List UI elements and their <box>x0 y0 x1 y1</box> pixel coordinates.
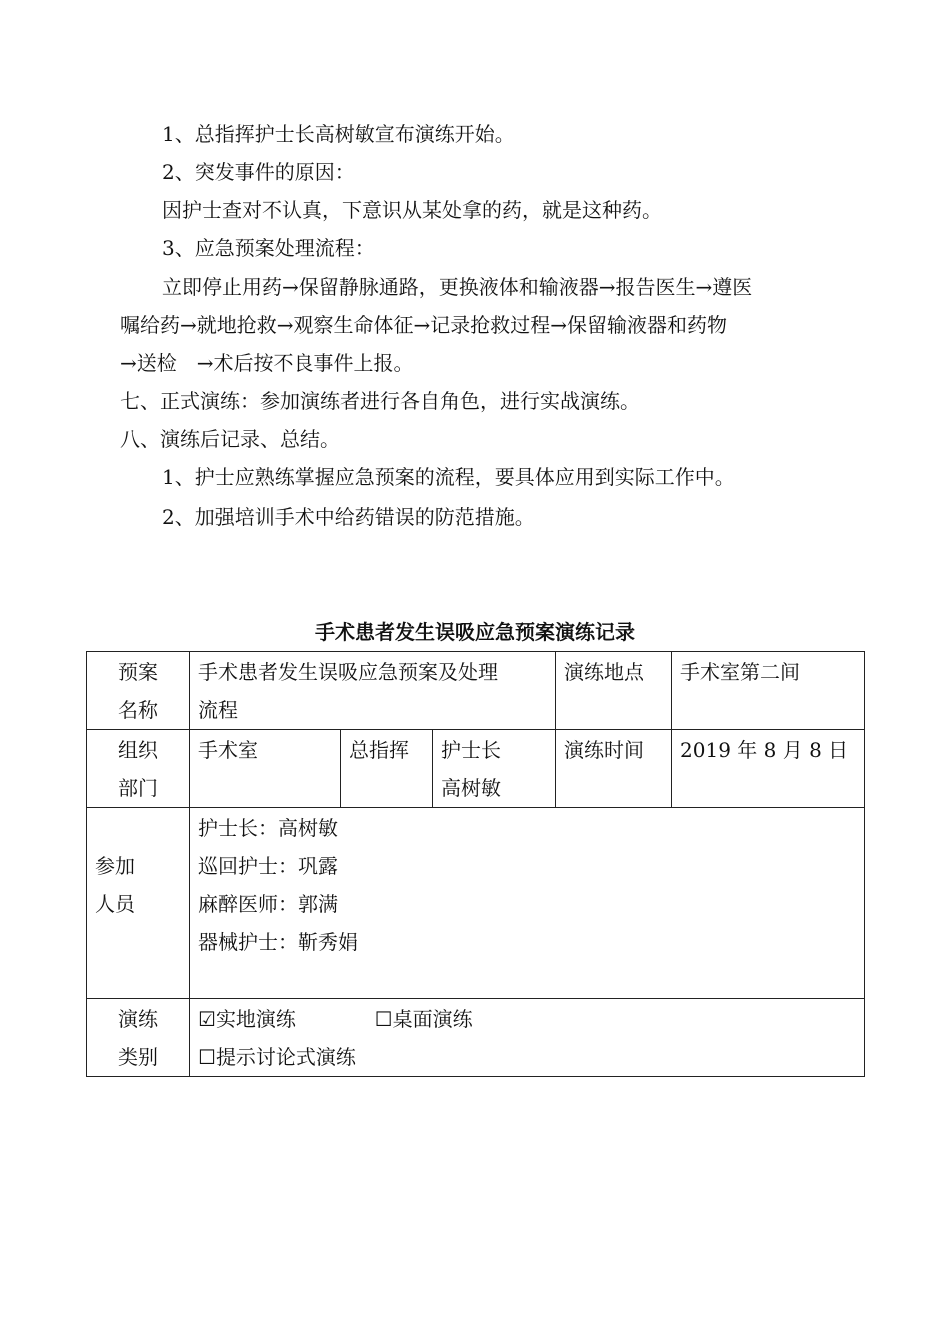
paragraph: 2、加强培训手术中给药错误的防范措施。 <box>162 505 535 529</box>
paragraph: 立即停止用药→保留静脉通路，更换液体和输液器→报告医生→遵医 <box>162 275 753 299</box>
record-title: 手术患者发生误吸应急预案演练记录 <box>315 620 635 644</box>
section-heading: 七、正式演练：参加演练者进行各自角色，进行实战演练。 <box>120 389 640 413</box>
list-item: 器械护士：靳秀娟 <box>198 930 358 954</box>
org-value: 手术室 <box>190 730 341 808</box>
paragraph: 嘱给药→就地抢救→观察生命体征→记录抢救过程→保留输液器和药物 <box>120 313 728 337</box>
list-item: 巡回护士：巩露 <box>198 854 338 878</box>
plan-name-value: 手术患者发生误吸应急预案及处理 流程 <box>190 652 556 730</box>
checked-box-icon: ☑ <box>198 1007 216 1031</box>
time-label: 演练时间 <box>556 730 672 808</box>
paragraph: 1、总指挥护士长高树敏宣布演练开始。 <box>162 122 515 146</box>
paragraph: 3、应急预案处理流程： <box>162 236 375 260</box>
participants-label: 参加 人员 <box>87 808 190 999</box>
commander-value: 护士长 高树敏 <box>433 730 556 808</box>
drill-record-table <box>86 651 865 1077</box>
location-value: 手术室第二间 <box>672 652 865 730</box>
drill-type-options <box>190 999 865 1077</box>
table-row <box>87 999 865 1077</box>
time-value: 2019 年 8 月 8 日 <box>672 730 865 808</box>
plan-name-label: 预案 名称 <box>87 652 190 730</box>
commander-label: 总指挥 <box>341 730 433 808</box>
section-heading: 八、演练后记录、总结。 <box>120 427 340 451</box>
paragraph: 1、护士应熟练掌握应急预案的流程，要具体应用到实际工作中。 <box>162 465 735 489</box>
drill-type-label: 演练 类别 <box>87 999 190 1077</box>
option-label: 提示讨论式演练 <box>215 1045 356 1069</box>
unchecked-box-icon: ☐ <box>198 1045 216 1069</box>
paragraph: →送检 →术后按不良事件上报。 <box>120 351 414 375</box>
paragraph: 2、突发事件的原因： <box>162 160 355 184</box>
list-item: 护士长：高树敏 <box>198 816 338 840</box>
table-row <box>87 808 865 999</box>
list-item: 麻醉医师：郭满 <box>198 892 338 916</box>
option-label: 桌面演练 <box>392 1007 473 1031</box>
option-label: 实地演练 <box>215 1007 296 1031</box>
table-row <box>87 652 865 730</box>
paragraph: 因护士查对不认真，下意识从某处拿的药，就是这种药。 <box>162 198 662 222</box>
location-label: 演练地点 <box>556 652 672 730</box>
table-row <box>87 730 865 808</box>
unchecked-box-icon: ☐ <box>374 1007 393 1031</box>
participants-list <box>190 808 865 999</box>
org-label: 组织 部门 <box>87 730 190 808</box>
